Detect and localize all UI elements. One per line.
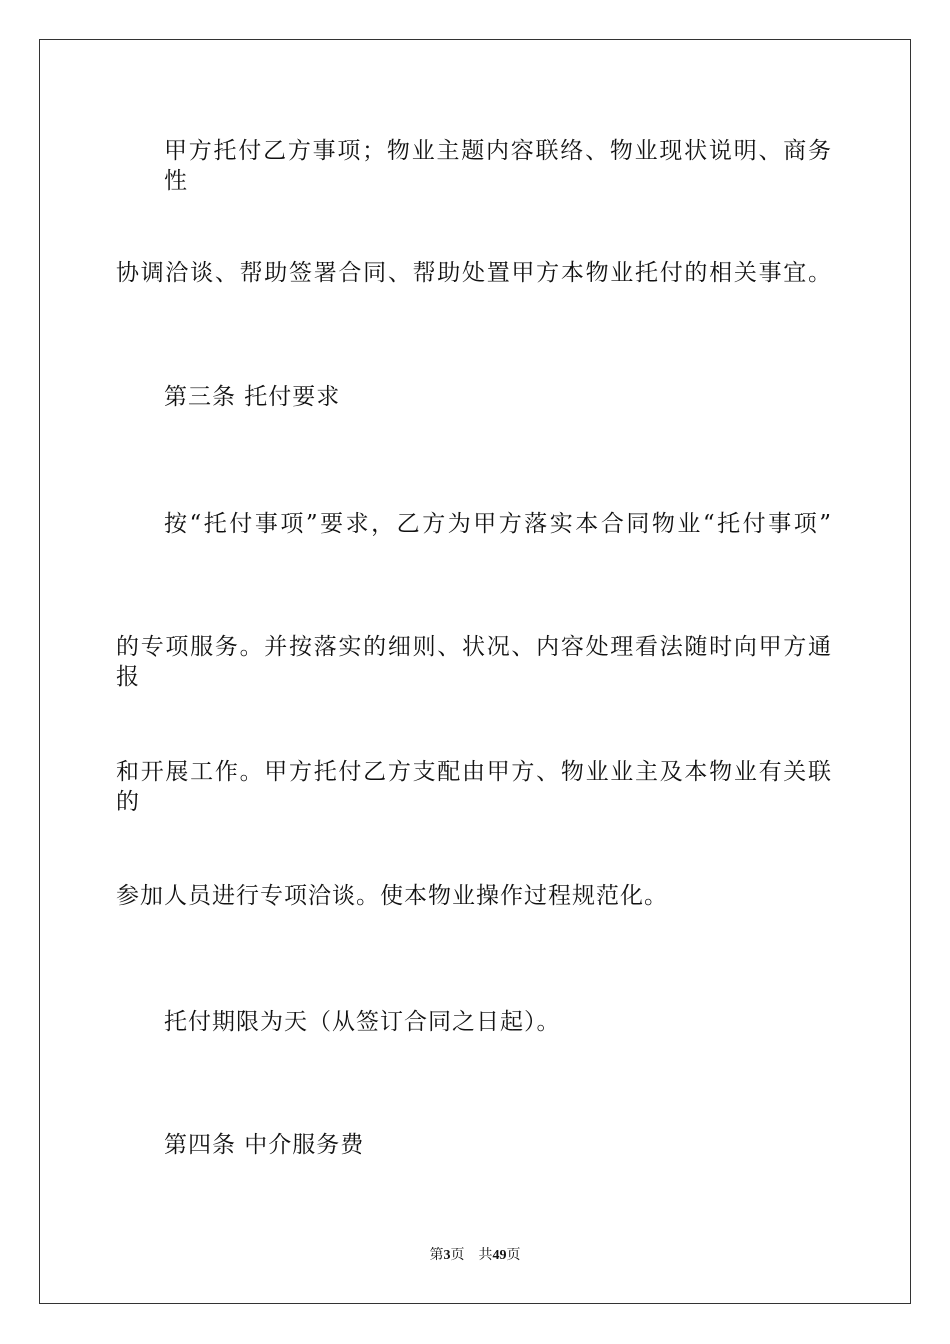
footer-page-prefix: 第 (429, 1248, 444, 1263)
section-heading-article-4: 第四条 中介服务费 (164, 1132, 365, 1158)
body-line-1: 甲方托付乙方事项；物业主题内容联络、物业现状说明、商务性 (164, 138, 832, 194)
body-line-4: 按“托付事项”要求，乙方为甲方落实本合同物业“托付事项” (164, 511, 832, 537)
footer-total-prefix: 共 (478, 1248, 493, 1263)
page-footer (0, 1247, 950, 1265)
footer-total-suffix: 页 (506, 1248, 521, 1263)
body-line-5: 的专项服务。并按落实的细则、状况、内容处理看法随时向甲方通报 (116, 634, 832, 690)
footer-page-suffix: 页 (450, 1248, 465, 1263)
footer-total-pages: 49 (492, 1248, 507, 1263)
footer-page-number: 3 (443, 1248, 451, 1263)
body-line-2: 协调洽谈、帮助签署合同、帮助处置甲方本物业托付的相关事宜。 (116, 260, 832, 286)
body-line-7: 参加人员进行专项洽谈。使本物业操作过程规范化。 (116, 883, 668, 909)
body-line-8: 托付期限为天（从签订合同之日起）。 (164, 1009, 561, 1035)
section-heading-article-3: 第三条 托付要求 (164, 384, 341, 410)
body-line-6: 和开展工作。甲方托付乙方支配由甲方、物业业主及本物业有关联的 (116, 759, 832, 815)
